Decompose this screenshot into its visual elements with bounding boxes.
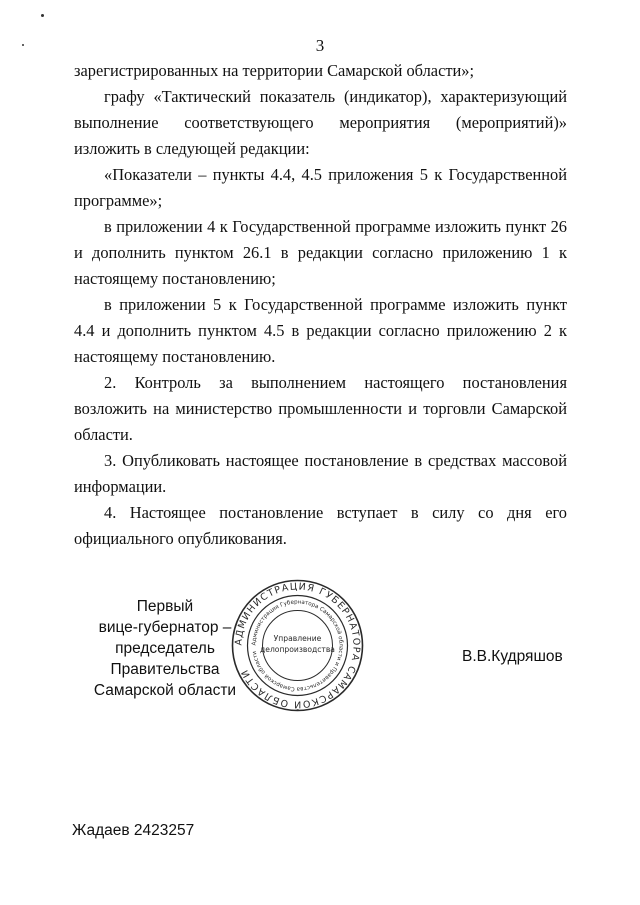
stamp-center-line: делопроизводства: [260, 645, 335, 654]
paragraph: зарегистрированных на территории Самарской области»;: [74, 61, 475, 80]
paragraph: в приложении 4 к Государственной программе изложить пункт 26 и дополнить пунктом 26.1 в редакции согласно приложению 1 к настоящему постановлению;: [74, 217, 567, 288]
signatory-position-line: Самарской области: [93, 682, 237, 699]
paragraph: 2. Контроль за выполнением настоящего постановления возложить на министерство промышленности и торговли Самарской области.: [74, 373, 567, 444]
document-body: [74, 58, 567, 552]
paragraph: в приложении 5 к Государственной программе изложить пункт 4.4 и дополнить пунктом 4.5 в редакции согласно приложению 2 к настоящему постановлению.: [74, 295, 567, 366]
scan-speck: [41, 14, 44, 17]
signatory-name: В.В.Кудряшов: [462, 648, 563, 665]
stamp-inner-text: Администрация Губернатора Самарской области и Правительства Самарской области: [251, 599, 344, 692]
paragraph: 3. Опубликовать настоящее постановление в средствах массовой информации.: [74, 451, 567, 496]
paragraph: графу «Тактический показатель (индикатор), характеризующий выполнение соответствующего мероприятия (мероприятий)» изложить в следующей редакции:: [74, 87, 567, 158]
paragraph: 4. Настоящее постановление вступает в силу со дня его официального опубликования.: [74, 503, 567, 548]
stamp-outer-text: АДМИНИСТРАЦИЯ ГУБЕРНАТОРА САМАРСКОЙ ОБЛАСТИ: [233, 581, 362, 710]
stamp-center-line: Управление: [273, 634, 322, 643]
page-number: 3: [315, 36, 325, 55]
official-stamp: [230, 578, 365, 713]
signatory-position-line: председатель Правительства: [110, 640, 220, 678]
signatory-position-line: Первый: [136, 598, 194, 615]
signatory-position-line: вице-губернатор –: [98, 619, 232, 636]
executor-note: Жадаев 2423257: [72, 822, 195, 839]
paragraph: «Показатели – пункты 4.4, 4.5 приложения 5 к Государственной программе»;: [74, 165, 567, 210]
